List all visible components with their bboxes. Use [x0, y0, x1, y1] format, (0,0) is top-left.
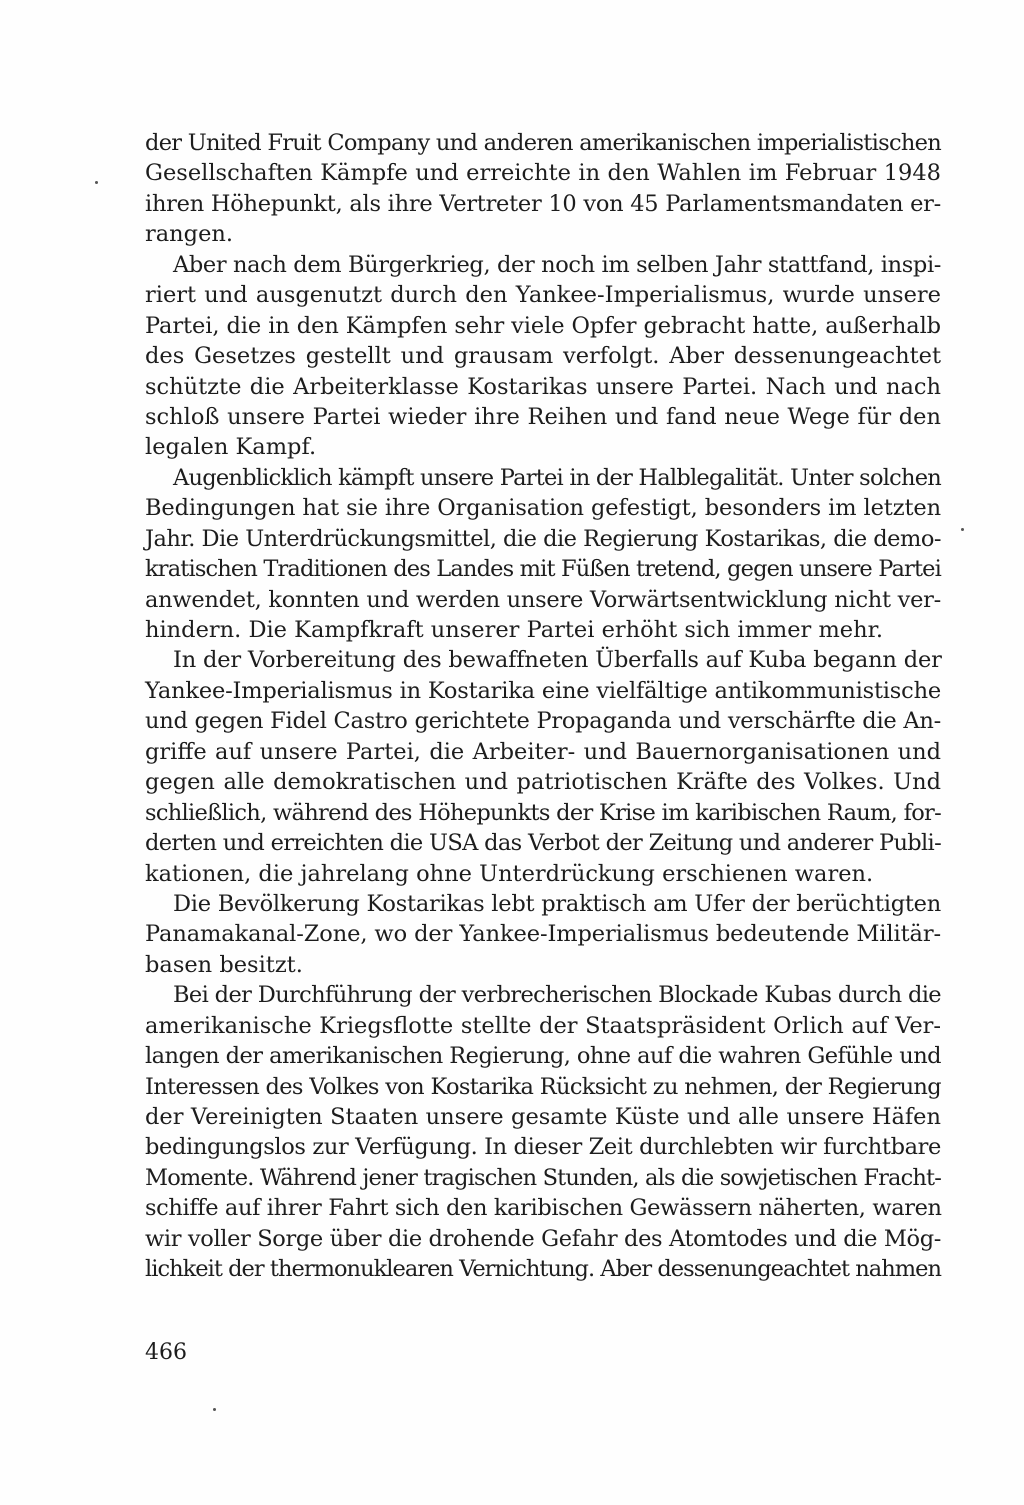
text-line: Momente. Während jener tragischen Stunden, als die sowjetischen Fracht- — [145, 1164, 941, 1191]
text-line: Interessen des Volkes von Kostarika Rücksicht zu nehmen, der Regierung — [145, 1073, 942, 1100]
text-line: schützte die Arbeiterklasse Kostarikas unsere Partei. Nach und nach — [145, 373, 941, 400]
text-line: anwendet, konnten und werden unsere Vorwärtsentwicklung nicht ver- — [145, 586, 941, 613]
text-line: kratischen Traditionen des Landes mit Füßen tretend, gegen unsere Partei — [145, 556, 941, 583]
paragraph — [145, 128, 941, 250]
text-line: Die Bevölkerung Kostarikas lebt praktisch am Ufer der berüchtigten — [173, 890, 941, 917]
text-line: derten und erreichten die USA das Verbot der Zeitung und anderer Publi- — [145, 830, 941, 857]
text-line: Aber nach dem Bürgerkrieg, der noch im selben Jahr stattfand, inspi- — [173, 251, 941, 278]
text-line: hindern. Die Kampfkraft unserer Partei erhöht sich immer mehr. — [145, 617, 884, 643]
page-body-text — [145, 128, 941, 1285]
text-line: Bedingungen hat sie ihre Organisation gefestigt, besonders im letzten — [145, 495, 941, 522]
text-line: Partei, die in den Kämpfen sehr viele Opfer gebracht hatte, außerhalb — [145, 312, 941, 339]
text-line: der United Fruit Company und anderen amerikanischen imperialistischen — [145, 130, 941, 156]
text-line: riert und ausgenutzt durch den Yankee-Imperialismus, wurde unsere — [145, 282, 941, 309]
text-line: langen der amerikanischen Regierung, ohne auf die wahren Gefühle und — [145, 1043, 941, 1070]
text-line: griffe auf unsere Partei, die Arbeiter- und Bauernorganisationen und — [145, 738, 941, 765]
paragraph — [145, 645, 941, 889]
text-line: schloß unsere Partei wieder ihre Reihen und fand neue Wege für den — [145, 403, 941, 430]
text-line: der Vereinigten Staaten unsere gesamte Küste und alle unsere Häfen — [145, 1104, 941, 1130]
page-number: 466 — [145, 1340, 187, 1365]
text-line: legalen Kampf. — [145, 434, 317, 461]
scan-speck — [213, 1408, 216, 1411]
text-line: Panamakanal-Zone, wo der Yankee-Imperialismus bedeutende Militär- — [145, 921, 942, 948]
text-line: amerikanische Kriegsflotte stellte der Staatspräsident Orlich auf Ver- — [145, 1012, 941, 1039]
scan-speck — [95, 181, 98, 184]
text-line: bedingungslos zur Verfügung. In dieser Zeit durchlebten wir furchtbare — [145, 1134, 941, 1161]
paragraph — [145, 980, 941, 1284]
text-line: des Gesetzes gestellt und grausam verfolgt. Aber dessenungeachtet — [145, 343, 941, 370]
paragraph — [145, 463, 941, 646]
scan-speck — [961, 528, 964, 531]
text-line: schließlich, während des Höhepunkts der Krise im karibischen Raum, for- — [145, 799, 941, 826]
text-line: Gesellschaften Kämpfe und erreichte in den Wahlen im Februar 1948 — [145, 160, 941, 187]
text-line: und gegen Fidel Castro gerichtete Propaganda und verschärfte die An- — [145, 708, 942, 735]
text-line: Bei der Durchführung der verbrecherischen Blockade Kubas durch die — [173, 982, 941, 1009]
text-line: gegen alle demokratischen und patriotischen Kräfte des Volkes. Und — [145, 769, 941, 796]
text-line: basen besitzt. — [145, 951, 303, 978]
text-line: Augenblicklich kämpft unsere Partei in der Halblegalität. Unter solchen — [173, 464, 941, 491]
text-line: In der Vorbereitung des bewaffneten Überfalls auf Kuba begann der — [173, 647, 942, 674]
text-line: schiffe auf ihrer Fahrt sich den karibischen Gewässern näherten, waren — [145, 1195, 942, 1222]
text-line: ihren Höhepunkt, als ihre Vertreter 10 von 45 Parlamentsmandaten er- — [145, 190, 941, 217]
text-line: wir voller Sorge über die drohende Gefahr des Atomtodes und die Mög- — [145, 1225, 941, 1252]
paragraph — [145, 250, 941, 463]
text-line: Jahr. Die Unterdrückungsmittel, die die Regierung Kostarikas, die demo- — [145, 525, 941, 552]
text-line: rangen. — [145, 221, 234, 248]
paragraph — [145, 889, 941, 980]
text-line: kationen, die jahrelang ohne Unterdrückung erschienen waren. — [145, 860, 874, 887]
text-line: Yankee-Imperialismus in Kostarika eine vielfältige antikommunistische — [145, 677, 941, 704]
text-line: lichkeit der thermonuklearen Vernichtung. Aber dessenungeachtet nahmen — [145, 1256, 941, 1283]
